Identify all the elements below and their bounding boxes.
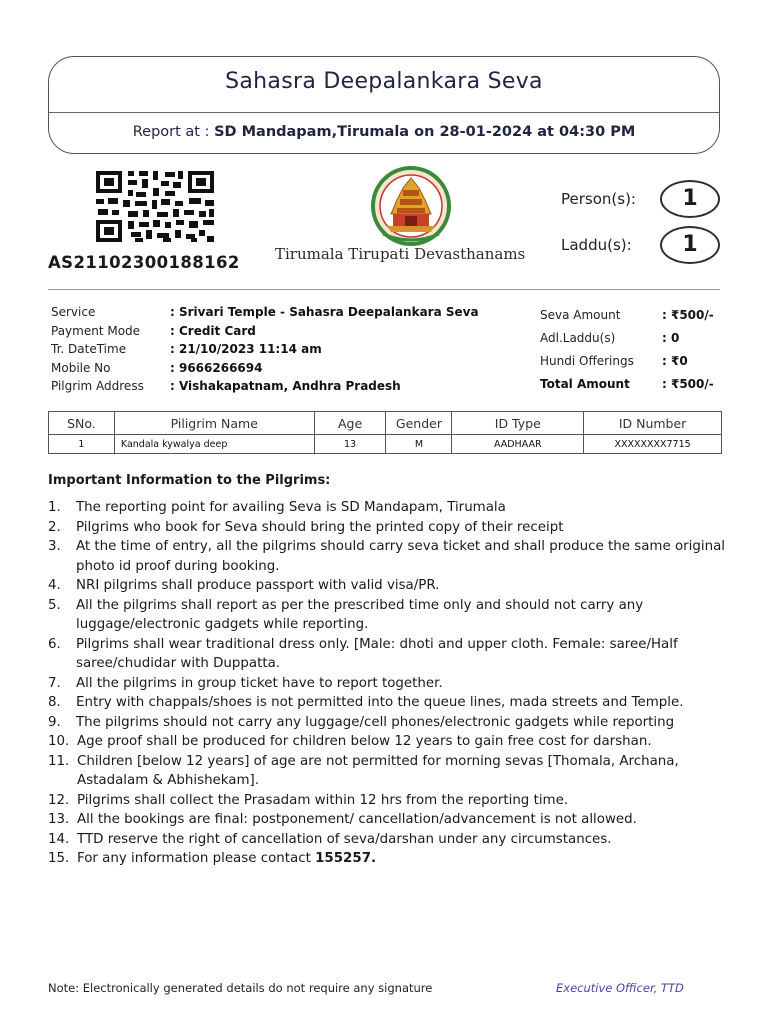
info-list xyxy=(48,498,728,869)
list-item: 7. All the pilgrims in group ticket have to report together. xyxy=(48,675,443,691)
table-header-row xyxy=(49,412,722,435)
list-item: 3. At the time of entry, all the pilgrims should carry seva ticket and shall produce the same original photo id proof during booking. xyxy=(48,539,726,574)
persons-label: Person(s): xyxy=(561,190,636,208)
column-header-age: Age xyxy=(314,412,386,435)
ticket-number: AS21102300188162 xyxy=(48,253,240,272)
ttd-logo-icon xyxy=(353,166,469,250)
info-heading: Important Information to the Pilgrims: xyxy=(48,473,331,488)
amount-row-seva: Seva Amount : ₹500/- xyxy=(540,308,714,322)
column-header-id-type: ID Type xyxy=(452,412,584,435)
column-header-name: Piligrim Name xyxy=(114,412,314,435)
footer-signatory: Executive Officer, TTD xyxy=(556,981,684,995)
list-item: 14. TTD reserve the right of cancellation of seva/darshan under any circumstances. xyxy=(48,831,612,847)
report-label: Report at : xyxy=(132,124,215,140)
footer-note: Note: Electronically generated details do not require any signature xyxy=(48,981,433,995)
cell-name: Kandala kywalya deep xyxy=(114,435,314,454)
cell-id-type: AADHAAR xyxy=(452,435,584,454)
list-item: 13. All the bookings are final: postponement/ cancellation/advancement is not allowed. xyxy=(48,812,637,827)
amount-row-total: Total Amount : ₹500/- xyxy=(540,377,714,391)
page-title: Sahasra Deepalankara Seva xyxy=(225,69,543,94)
list-item: 1. The reporting point for availing Seva is SD Mandapam, Tirumala xyxy=(48,500,506,515)
list-item: 11. Children [below 12 years] of age are not permitted for morning sevas [Thomala, Archana, Astadalam & Abhishekam]. xyxy=(48,753,679,788)
cell-gender: M xyxy=(386,435,452,454)
list-item: 4. NRI pilgrims shall produce passport with valid visa/PR. xyxy=(48,578,440,593)
list-item: 5. All the pilgrims shall report as per the prescribed time only and should not carry any luggage/electronic gadgets while reporting. xyxy=(48,597,644,632)
cell-age: 13 xyxy=(314,435,386,454)
column-header-gender: Gender xyxy=(386,412,452,435)
column-header-sno: SNo. xyxy=(49,412,115,435)
list-item: 2. Pilgrims who book for Seva should bring the printed copy of their receipt xyxy=(48,519,564,535)
list-item: 15. For any information please contact 155257. xyxy=(48,851,377,866)
qr-code-icon xyxy=(95,170,215,243)
detail-row-payment-mode: Payment Mode : Credit Card xyxy=(51,323,256,338)
column-header-id-number: ID Number xyxy=(584,412,722,435)
list-item: 6. Pilgrims shall wear traditional dress only. [Male: dhoti and upper cloth. Female: saree/Half saree/chudidar with Duppatta. xyxy=(48,636,678,671)
amount-row-hundi: Hundi Offerings : ₹0 xyxy=(540,354,688,368)
list-item: 8. Entry with chappals/shoes is not permitted into the queue lines, mada streets and Temple. xyxy=(48,695,684,710)
header-divider xyxy=(49,112,719,113)
laddu-count-badge: 1 xyxy=(660,226,720,264)
cell-sno: 1 xyxy=(49,435,115,454)
cell-id-number: XXXXXXXX7715 xyxy=(584,435,722,454)
detail-row-address: Pilgrim Address : Vishakapatnam, Andhra Pradesh xyxy=(51,379,401,393)
detail-row-mobile: Mobile No : 9666266694 xyxy=(51,360,263,375)
contact-number: 155257. xyxy=(315,851,377,866)
list-item: 10. Age proof shall be produced for children below 12 years to gain free cost for darshan. xyxy=(48,734,652,749)
detail-row-tr-datetime: Tr. DateTime : 21/10/2023 11:14 am xyxy=(51,342,322,356)
list-item: 12. Pilgrims shall collect the Prasadam within 12 hrs from the reporting time. xyxy=(48,792,569,808)
amount-row-laddu: Adl.Laddu(s) : 0 xyxy=(540,331,680,345)
booking-details xyxy=(51,305,479,398)
header-box xyxy=(48,56,720,154)
laddu-label: Laddu(s): xyxy=(561,236,632,254)
divider xyxy=(48,289,720,290)
organization-name: Tirumala Tirupati Devasthanams xyxy=(275,245,526,263)
report-value: SD Mandapam,Tirumala on 28-01-2024 at 04:30 PM xyxy=(214,124,636,140)
table-row xyxy=(49,435,722,454)
amount-details xyxy=(540,308,714,400)
detail-row-service: Service : Srivari Temple - Sahasra Deepalankara Seva xyxy=(51,305,479,319)
persons-count-badge: 1 xyxy=(660,180,720,218)
report-at-line xyxy=(49,124,719,140)
list-item: 9. The pilgrims should not carry any luggage/cell phones/electronic gadgets while reporting xyxy=(48,714,675,730)
pilgrim-table xyxy=(48,411,722,454)
